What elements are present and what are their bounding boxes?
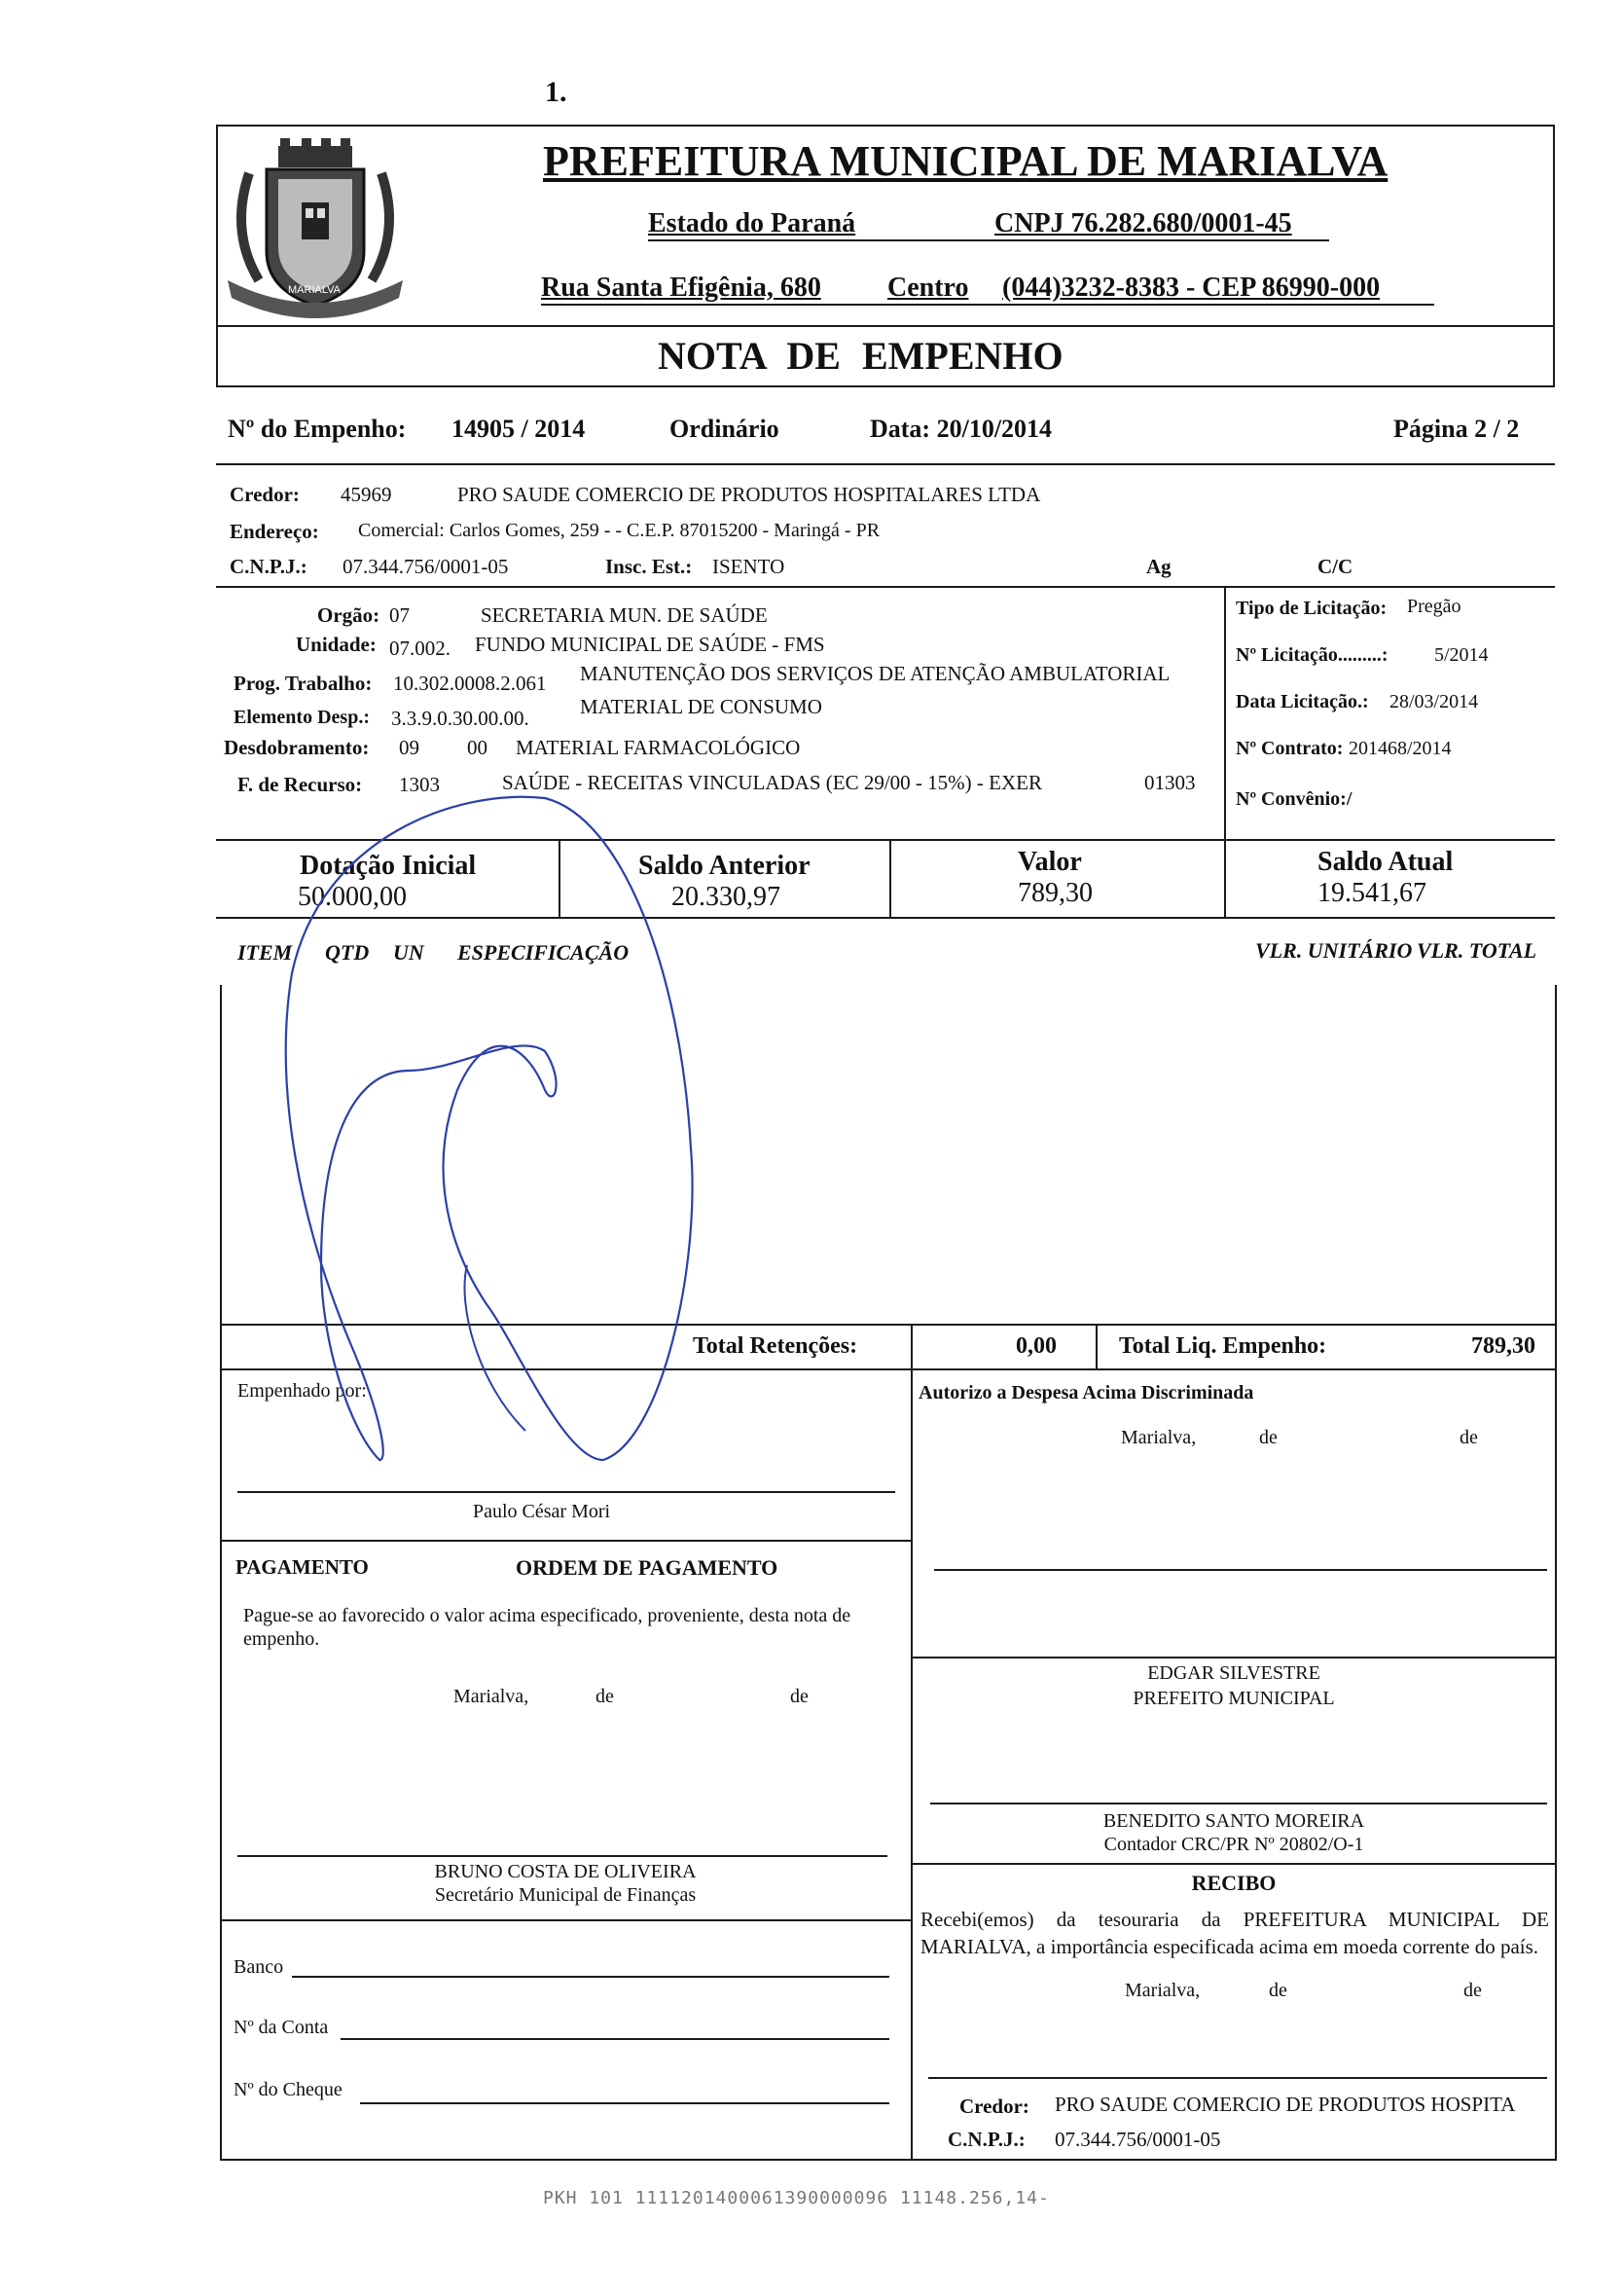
recibo-de-2: de [1463, 1980, 1482, 2001]
empenho-label: Nº do Empenho: [228, 415, 407, 443]
recibo-cnpj-label: C.N.P.J.: [948, 2128, 1026, 2151]
header-state: Estado do Paraná [648, 208, 856, 238]
page-number: Página 2 / 2 [1393, 415, 1520, 443]
address-label: Endereço: [230, 520, 319, 543]
banco-label: Banco [234, 1956, 284, 1978]
desdobramento-a: 09 [399, 736, 419, 759]
autorizo-de-1: de [1259, 1427, 1278, 1448]
orgao-code: 07 [389, 603, 410, 627]
stray-mark: 1. [545, 76, 567, 108]
licitacao-type-label: Tipo de Licitação: [1236, 598, 1388, 619]
secretario-name: BRUNO COSTA DE OLIVEIRA [434, 1861, 697, 1882]
credor-label: Credor: [230, 483, 300, 506]
contrato-label: Nº Contrato: [1236, 738, 1344, 759]
header-phone-cep: (044)3232-8383 - CEP 86990-000 [1002, 273, 1381, 303]
pagamento-label: PAGAMENTO [235, 1555, 369, 1579]
recibo-credor-name: PRO SAUDE COMERCIO DE PRODUTOS HOSPITA [1055, 2093, 1516, 2116]
total-liquido-value: 789,30 [1471, 1333, 1535, 1359]
saldo-anterior-label: Saldo Anterior [638, 851, 811, 881]
recibo-text: Recebi(emos) da tesouraria da PREFEITURA MUNICIPAL DE MARIALVA, a importância especificada acima em moeda corrente do país. [920, 1908, 1549, 1958]
valor-label: Valor [1018, 847, 1082, 877]
autorizo-de-2: de [1460, 1427, 1478, 1448]
footer-code: PKH 101 1111201400061390000096 11148.256,14- [543, 2188, 1050, 2208]
recibo-de-1: de [1269, 1980, 1287, 2001]
dotacao-inicial-label: Dotação Inicial [300, 851, 477, 881]
empenho-number: 14905 / 2014 [451, 415, 586, 443]
recibo-cnpj: 07.344.756/0001-05 [1055, 2128, 1221, 2151]
recibo-city: Marialva, [1125, 1980, 1201, 2001]
ordem-pagamento-label: ORDEM DE PAGAMENTO [516, 1555, 778, 1580]
licitacao-number-label: Nº Licitação.........: [1236, 644, 1389, 666]
autorizo-city: Marialva, [1121, 1427, 1197, 1448]
header-cnpj: CNPJ 76.282.680/0001-45 [994, 208, 1292, 238]
empenhado-name: Paulo César Mori [473, 1501, 611, 1522]
document-title: NOTA DE EMPENHO [658, 334, 1064, 378]
pagamento-text: Pague-se ao favorecido o valor acima especificado, proveniente, desta nota de empenho. [243, 1605, 851, 1650]
recurso-number: 01303 [1144, 771, 1196, 794]
qtd-column-header: QTD [325, 940, 370, 965]
prefeito-name: EDGAR SILVESTRE [1147, 1662, 1320, 1684]
prefeito-role: PREFEITO MUNICIPAL [1133, 1688, 1335, 1709]
unidade-code: 07.002. [389, 637, 451, 660]
cheque-label: Nº do Cheque [234, 2079, 343, 2100]
desdobramento-label: Desdobramento: [224, 736, 370, 759]
unidade-label: Unidade: [296, 633, 377, 656]
cnpj-label: C.N.P.J.: [230, 555, 307, 578]
elemento-code: 3.3.9.0.30.00.00. [391, 707, 529, 730]
insc-value: ISENTO [712, 555, 785, 578]
autorizo-title: Autorizo a Despesa Acima Discriminada [919, 1382, 1254, 1403]
pagamento-de-1: de [595, 1686, 614, 1707]
header-title: PREFEITURA MUNICIPAL DE MARIALVA [543, 137, 1389, 185]
account-label: C/C [1317, 555, 1353, 578]
saldo-atual-label: Saldo Atual [1317, 847, 1454, 877]
agency-label: Ag [1146, 555, 1172, 578]
desdobramento-b: 00 [467, 736, 487, 759]
conta-label: Nº da Conta [234, 2017, 329, 2038]
crest-ribbon-text: MARIALVA [288, 284, 341, 296]
contrato-number: 201468/2014 [1349, 738, 1452, 759]
saldo-atual-value: 19.541,67 [1317, 878, 1426, 908]
item-column-header: ITEM [237, 940, 293, 965]
contador-name: BENEDITO SANTO MOREIRA [1102, 1810, 1365, 1832]
prog-label: Prog. Trabalho: [234, 672, 373, 695]
orgao-label: Orgão: [317, 603, 380, 627]
prog-name: MANUTENÇÃO DOS SERVIÇOS DE ATENÇÃO AMBULATORIAL [580, 662, 1171, 685]
header-address: Rua Santa Efigênia, 680 [541, 273, 821, 303]
recibo-title: RECIBO [1191, 1871, 1277, 1895]
licitacao-date-label: Data Licitação.: [1236, 691, 1369, 712]
espec-column-header: ESPECIFICAÇÃO [457, 940, 630, 965]
total-retencoes-label: Total Retenções: [693, 1333, 858, 1359]
total-retencoes-value: 0,00 [1016, 1333, 1057, 1359]
empenho-date: Data: 20/10/2014 [870, 415, 1053, 443]
convenio-label: Nº Convênio:/ [1236, 788, 1352, 810]
recurso-label: F. de Recurso: [237, 773, 363, 796]
empenhado-por-label: Empenhado por: [237, 1380, 367, 1402]
credor-code: 45969 [341, 483, 392, 506]
saldo-anterior-value: 20.330,97 [671, 882, 780, 912]
empenho-type: Ordinário [669, 415, 779, 443]
pagamento-de-2: de [790, 1686, 809, 1707]
licitacao-type: Pregão [1407, 596, 1461, 617]
elemento-label: Elemento Desp.: [234, 707, 370, 728]
desdobramento-name: MATERIAL FARMACOLÓGICO [516, 736, 801, 759]
recibo-credor-label: Credor: [959, 2095, 1029, 2118]
total-value-column-header: VLR. TOTAL [1417, 938, 1537, 963]
pagamento-city: Marialva, [453, 1686, 529, 1707]
header-district: Centro [887, 273, 969, 303]
unit-value-column-header: VLR. UNITÁRIO [1255, 938, 1413, 963]
contador-role: Contador CRC/PR Nº 20802/O-1 [1103, 1834, 1364, 1855]
dotacao-inicial-value: 50.000,00 [298, 882, 407, 912]
secretario-role: Secretário Municipal de Finanças [434, 1884, 697, 1906]
credor-cnpj: 07.344.756/0001-05 [343, 555, 509, 578]
total-liquido-label: Total Liq. Empenho: [1119, 1333, 1327, 1359]
insc-label: Insc. Est.: [605, 555, 693, 578]
credor-name: PRO SAUDE COMERCIO DE PRODUTOS HOSPITALARES LTDA [457, 483, 1041, 506]
un-column-header: UN [393, 940, 424, 965]
recurso-name: SAÚDE - RECEITAS VINCULADAS (EC 29/00 - 15%) - EXER [502, 771, 1042, 794]
orgao-name: SECRETARIA MUN. DE SAÚDE [481, 603, 768, 627]
prog-code: 10.302.0008.2.061 [393, 672, 547, 695]
licitacao-number: 5/2014 [1434, 644, 1489, 666]
elemento-name: MATERIAL DE CONSUMO [580, 695, 822, 718]
licitacao-date: 28/03/2014 [1389, 691, 1479, 712]
valor-value: 789,30 [1018, 878, 1093, 908]
credor-address: Comercial: Carlos Gomes, 259 - - C.E.P. 87015200 - Maringá - PR [358, 520, 881, 541]
unidade-name: FUNDO MUNICIPAL DE SAÚDE - FMS [475, 633, 825, 656]
recurso-code: 1303 [399, 773, 440, 796]
